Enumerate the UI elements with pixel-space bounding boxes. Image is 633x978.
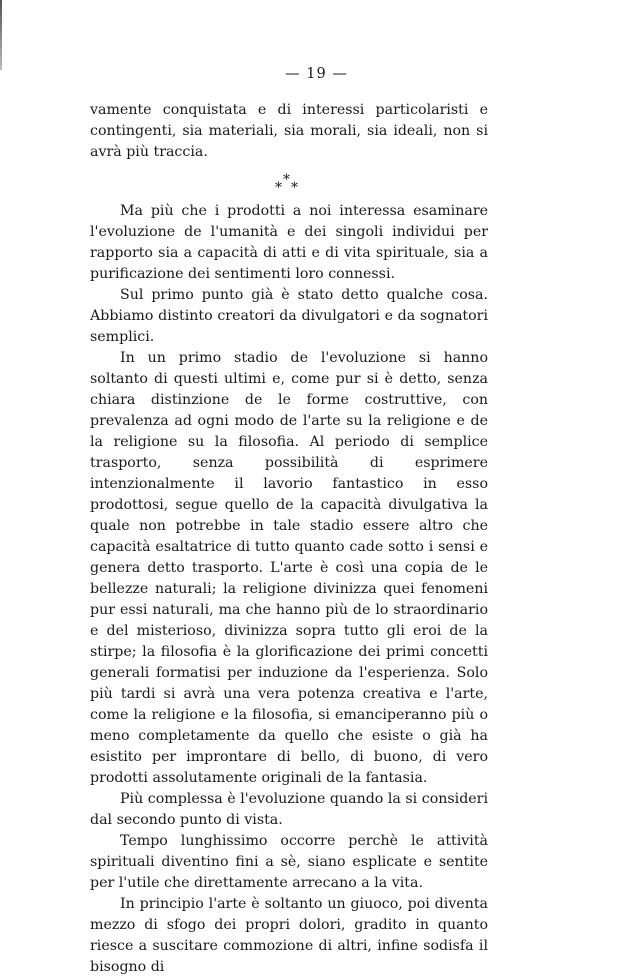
paragraph-continuation: vamente conquistata e di interessi particolaristi e contingenti, sia materiali, sia morali, sia ideali, non si avrà più traccia. bbox=[90, 102, 488, 160]
section-separator bbox=[90, 163, 488, 201]
paragraph: In un primo stadio de l'evoluzione si hanno soltanto di questi ultimi e, come pur si è detto, senza chiara distinzione de le forme costruttive, con prevalenza ad ogni modo de l'arte su la religione e de la religione su la filosofia. Al periodo di semplice trasporto, senza possibilità di esprimere intenzionalmente il lavorio fantastico in esso prodottosi, segue quello de la capacità divulgativa la quale non potrebbe in tale stadio essere altro che capacità esaltatrice di tutto quanto cade sotto i sensi e genera detto trasporto. L'arte è così una copia de le bellezze naturali; la religione divinizza quei fenomeni pur essi naturali, ma che hanno più de lo straordinario e del misterioso, divinizza sopra tutto gli eroi de la stirpe; la filosofia è la glorificazione dei primi concetti generali formatisi per induzione da l'esperienza. Solo più tardi si avrà una vera potenza creativa e l'arte, come la religione e la filosofia, si emanciperanno più o meno completamente da quello che esiste o già ha esistito per improntare di bello, di buono, di vero prodotti assolutamente originali de la fantasia. bbox=[90, 350, 488, 786]
asterism-star: * bbox=[275, 180, 282, 196]
paragraph: Sul primo punto già è stato detto qualche cosa. Abbiamo distinto creatori da divulgatori e da sognatori semplici. bbox=[90, 287, 488, 345]
paragraph: Più complessa è l'evoluzione quando la si consideri dal secondo punto di vista. bbox=[90, 791, 488, 828]
asterism-star: * bbox=[283, 172, 290, 188]
paragraph: Tempo lunghissimo occorre perchè le attività spirituali diventino fini a sè, siano esplicate e sentite per l'utile che direttamente arrecano a la vita. bbox=[90, 833, 488, 891]
page-number: — 19 — bbox=[285, 66, 348, 82]
scan-edge-mark bbox=[0, 0, 2, 70]
paragraph: In principio l'arte è soltanto un giuoco, poi diventa mezzo di sfogo dei propri dolori, gradito in quanto riesce a suscitare commozione di altri, infine sodisfa il bisogno di bbox=[90, 896, 488, 975]
page-body bbox=[90, 100, 488, 978]
asterism-star: * bbox=[291, 180, 298, 196]
paragraph: Ma più che i prodotti a noi interessa esaminare l'evoluzione de l'umanità e dei singoli individui per rapporto sia a capacità di atti e di vita spirituale, sia a purificazione dei sentimenti loro connessi. bbox=[90, 203, 488, 282]
